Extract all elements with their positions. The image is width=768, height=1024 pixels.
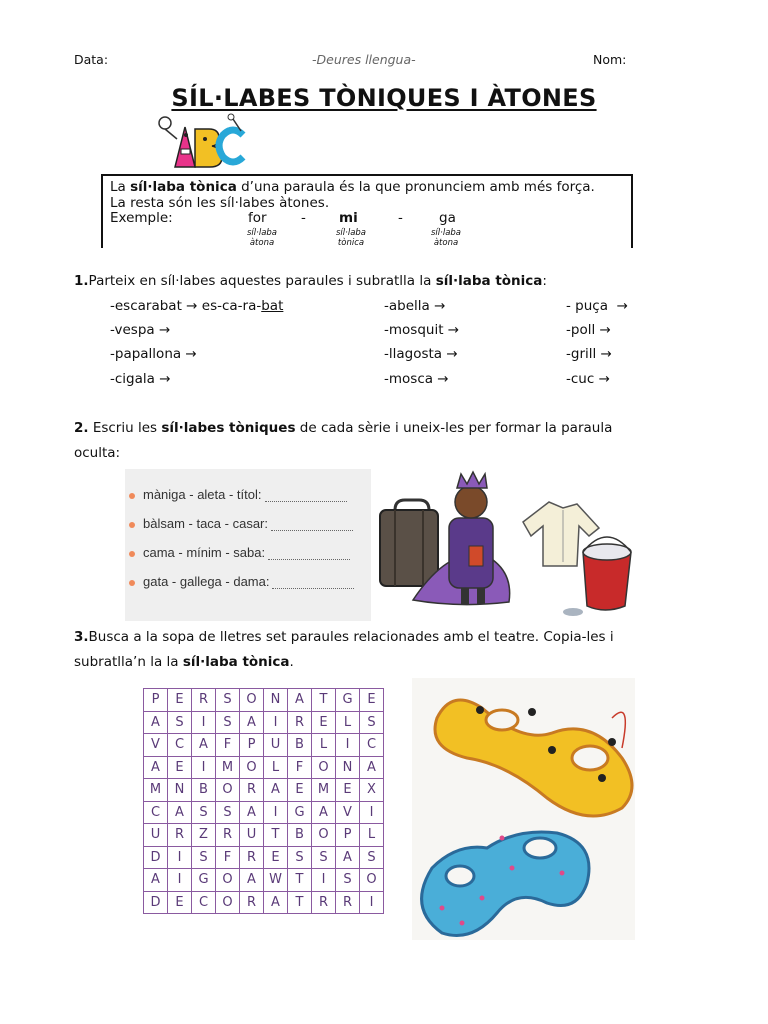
grid-row	[144, 689, 384, 712]
grid-cell[interactable]: G	[336, 689, 360, 712]
grid-cell[interactable]: S	[192, 801, 216, 824]
grid-cell[interactable]: I	[264, 801, 288, 824]
grid-cell[interactable]: S	[192, 846, 216, 869]
example-syllable: for	[248, 210, 267, 226]
grid-cell[interactable]: N	[336, 756, 360, 779]
grid-cell[interactable]: P	[240, 734, 264, 757]
grid-cell[interactable]: C	[144, 801, 168, 824]
grid-cell[interactable]: A	[144, 756, 168, 779]
grid-cell[interactable]: L	[360, 824, 384, 847]
grid-cell[interactable]: R	[240, 846, 264, 869]
grid-cell[interactable]: A	[288, 689, 312, 712]
grid-cell[interactable]: S	[216, 711, 240, 734]
grid-cell[interactable]: C	[168, 734, 192, 757]
suitcase-icon	[380, 500, 438, 586]
grid-cell[interactable]: A	[360, 756, 384, 779]
example-syllable: ga	[439, 210, 456, 226]
grid-row	[144, 711, 384, 734]
grid-cell[interactable]: O	[216, 869, 240, 892]
grid-cell[interactable]: I	[168, 846, 192, 869]
grid-cell[interactable]: R	[240, 779, 264, 802]
grid-cell[interactable]: S	[288, 846, 312, 869]
grid-cell[interactable]: F	[288, 756, 312, 779]
grid-cell[interactable]: R	[240, 891, 264, 914]
exercise-item: -mosca →	[384, 371, 449, 387]
question-2: 2. Escriu les síl·labes tòniques de cada sèrie i uneix-les per formar la paraula	[74, 420, 613, 436]
exercise-item: -abella →	[384, 298, 446, 314]
exercise-item: - puça →	[566, 298, 628, 314]
grid-cell[interactable]: U	[240, 824, 264, 847]
grid-cell[interactable]: E	[168, 891, 192, 914]
grid-cell[interactable]: S	[216, 689, 240, 712]
grid-cell[interactable]: C	[360, 734, 384, 757]
grid-cell[interactable]: U	[144, 824, 168, 847]
grid-cell[interactable]: R	[288, 711, 312, 734]
grid-cell[interactable]: B	[192, 779, 216, 802]
grid-cell[interactable]: I	[264, 711, 288, 734]
grid-cell[interactable]: A	[144, 869, 168, 892]
grid-cell[interactable]: I	[336, 734, 360, 757]
grid-cell[interactable]: E	[312, 711, 336, 734]
grid-cell[interactable]: E	[360, 689, 384, 712]
word-search-grid	[143, 688, 384, 914]
exercise-item: -escarabat → es-ca-ra-bat	[110, 298, 284, 314]
exercise-item: -poll →	[566, 322, 611, 338]
grid-cell[interactable]: D	[144, 846, 168, 869]
grid-cell[interactable]: F	[216, 734, 240, 757]
grid-row	[144, 824, 384, 847]
grid-cell[interactable]: V	[336, 801, 360, 824]
grid-cell[interactable]: L	[336, 711, 360, 734]
grid-row	[144, 779, 384, 802]
grid-cell[interactable]: R	[336, 891, 360, 914]
grid-cell[interactable]: F	[216, 846, 240, 869]
date-label: Data:	[74, 52, 109, 67]
caption-tonica: síl·laba tònica	[335, 228, 367, 248]
series-row: mànigа - aleta - títol:	[129, 487, 347, 502]
grid-cell[interactable]: O	[360, 869, 384, 892]
question-3-continued: subratlla’n la la síl·laba tònica.	[74, 654, 294, 670]
grid-cell[interactable]: N	[168, 779, 192, 802]
caption-atona: síl·laba àtona	[246, 228, 278, 248]
example-separator: -	[398, 210, 403, 226]
grid-cell[interactable]: T	[264, 824, 288, 847]
grid-cell[interactable]: T	[288, 891, 312, 914]
grid-cell[interactable]: I	[168, 869, 192, 892]
grid-cell[interactable]: A	[168, 801, 192, 824]
question-1: 1.Parteix en síl·labes aquestes paraules i subratlla la síl·laba tònica:	[74, 273, 547, 289]
exercise-item: -llagosta →	[384, 346, 458, 362]
grid-row	[144, 756, 384, 779]
grid-cell[interactable]: I	[312, 869, 336, 892]
grid-cell[interactable]: O	[216, 891, 240, 914]
grid-cell[interactable]: G	[288, 801, 312, 824]
definition-line-2: La resta són les síl·labes àtones.	[110, 195, 330, 211]
grid-cell[interactable]: A	[192, 734, 216, 757]
grid-cell[interactable]: A	[264, 779, 288, 802]
grid-cell[interactable]: R	[216, 824, 240, 847]
grid-cell[interactable]: E	[264, 846, 288, 869]
grid-cell[interactable]: E	[168, 689, 192, 712]
grid-cell[interactable]: B	[288, 824, 312, 847]
grid-cell[interactable]: M	[216, 756, 240, 779]
grid-cell[interactable]: R	[168, 824, 192, 847]
grid-cell[interactable]: A	[144, 711, 168, 734]
grid-cell[interactable]: O	[240, 689, 264, 712]
grid-cell[interactable]: S	[360, 846, 384, 869]
grid-row	[144, 891, 384, 914]
definition-line-1: La síl·laba tònica d’una paraula és la que pronunciem amb més força.	[110, 179, 595, 195]
exercise-item: -grill →	[566, 346, 612, 362]
grid-cell[interactable]: A	[312, 801, 336, 824]
grid-cell[interactable]: I	[192, 756, 216, 779]
caption-atona: síl·laba àtona	[430, 228, 462, 248]
question-3: 3.Busca a la sopa de lletres set paraules relacionades amb el teatre. Copia-les i	[74, 629, 614, 645]
grid-cell[interactable]: A	[240, 711, 264, 734]
grid-cell[interactable]: I	[192, 711, 216, 734]
question-2-continued: oculta:	[74, 445, 121, 461]
series-row: cama - mínim - saba:	[129, 545, 350, 560]
grid-cell[interactable]: D	[144, 891, 168, 914]
grid-cell[interactable]: X	[360, 779, 384, 802]
grid-cell[interactable]: E	[168, 756, 192, 779]
grid-cell[interactable]: R	[192, 689, 216, 712]
grid-row	[144, 801, 384, 824]
grid-cell[interactable]: A	[240, 869, 264, 892]
exercise-item: -papallona →	[110, 346, 197, 362]
grid-cell[interactable]: P	[144, 689, 168, 712]
grid-cell[interactable]: S	[312, 846, 336, 869]
king-suitcase-shirt-bucket-illustration	[373, 462, 643, 622]
exercise-item: -cigala →	[110, 371, 171, 387]
exercise-item: -cuc →	[566, 371, 610, 387]
exercise-item: -vespa →	[110, 322, 171, 338]
grid-cell[interactable]: Z	[192, 824, 216, 847]
example-label: Exemple:	[110, 210, 173, 226]
grid-cell[interactable]: W	[264, 869, 288, 892]
grid-cell[interactable]: S	[360, 711, 384, 734]
page-title: SÍL·LABES TÒNIQUES I ÀTONES	[171, 84, 597, 112]
grid-cell[interactable]: E	[336, 779, 360, 802]
grid-cell[interactable]: A	[264, 891, 288, 914]
grid-cell[interactable]: A	[240, 801, 264, 824]
theatre-masks-illustration	[412, 678, 635, 940]
syllable-series-panel	[125, 469, 371, 621]
grid-cell[interactable]: O	[312, 824, 336, 847]
definition-box	[101, 174, 633, 248]
series-row: bàlsam - taca - casar:	[129, 516, 353, 531]
grid-row	[144, 869, 384, 892]
exercise-item: -mosquit →	[384, 322, 460, 338]
series-row: gata - gallega - dama:	[129, 574, 354, 589]
name-label: Nom:	[593, 52, 627, 67]
grid-cell[interactable]: M	[144, 779, 168, 802]
example-separator: -	[301, 210, 306, 226]
grid-cell[interactable]: G	[192, 869, 216, 892]
grid-cell[interactable]: I	[360, 891, 384, 914]
grid-cell[interactable]: O	[216, 779, 240, 802]
grid-cell[interactable]: L	[312, 734, 336, 757]
grid-cell[interactable]: R	[312, 891, 336, 914]
grid-cell[interactable]: C	[192, 891, 216, 914]
grid-cell[interactable]: A	[336, 846, 360, 869]
grid-cell[interactable]: T	[312, 689, 336, 712]
grid-cell[interactable]: V	[144, 734, 168, 757]
grid-cell[interactable]: S	[168, 711, 192, 734]
grid-cell[interactable]: U	[264, 734, 288, 757]
grid-cell[interactable]: S	[216, 801, 240, 824]
grid-cell[interactable]: M	[312, 779, 336, 802]
grid-cell[interactable]: T	[288, 869, 312, 892]
grid-cell[interactable]: N	[264, 689, 288, 712]
grid-cell[interactable]: P	[336, 824, 360, 847]
grid-cell[interactable]: O	[312, 756, 336, 779]
grid-cell[interactable]: E	[288, 779, 312, 802]
abc-logo-illustration	[155, 113, 247, 171]
grid-row	[144, 734, 384, 757]
example-syllable-tonic: mi	[339, 210, 358, 226]
grid-cell[interactable]: S	[336, 869, 360, 892]
grid-cell[interactable]: B	[288, 734, 312, 757]
grid-cell[interactable]: L	[264, 756, 288, 779]
subject-label: -Deures llengua-	[312, 52, 416, 67]
grid-cell[interactable]: O	[240, 756, 264, 779]
grid-row	[144, 846, 384, 869]
grid-cell[interactable]: I	[360, 801, 384, 824]
